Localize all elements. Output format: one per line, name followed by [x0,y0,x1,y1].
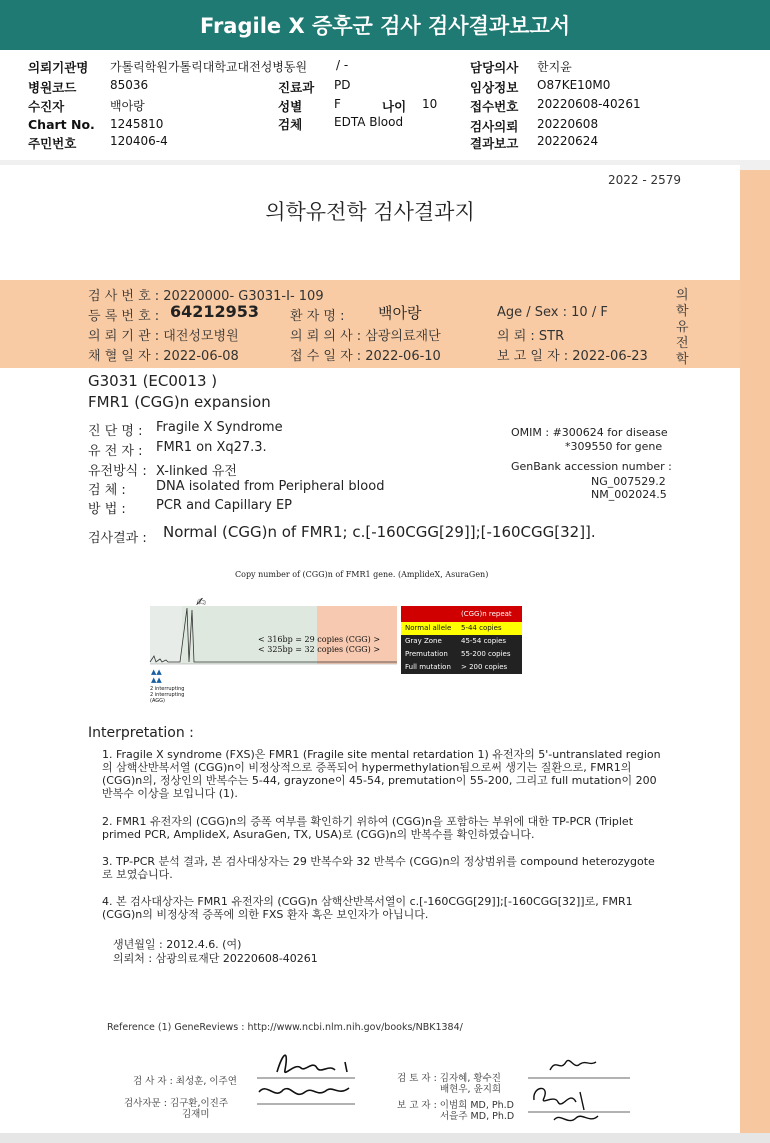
value: 백아랑 [110,99,145,113]
detail-label: 검 체 : [88,483,126,498]
ward: 의 뢰 : STR [497,329,565,344]
label: Chart No. [28,117,95,132]
detail-label: 유전방식 : [88,464,147,479]
registration-number: 64212953 [170,302,260,321]
detail-label: 방 법 : [88,502,126,517]
label: 접수번호 [470,99,519,114]
received-date: 접 수 일 자 : 2022-06-10 [290,349,441,364]
repeat-table [401,606,522,674]
label: 환 자 명 : [290,309,345,324]
table-row [401,635,522,648]
patient-name: 백아랑 [378,304,422,322]
genbank-label: GenBank accession number : [511,460,672,473]
omim-disease: OMIM : #300624 for disease [511,426,668,439]
test-number: 검 사 번 호 : 20220000- G3031-I- 109 [88,289,324,304]
nm-accession: NM_002024.5 [591,488,667,501]
page-edge [740,170,770,1135]
label: 진료과 [278,80,315,95]
tester-signature [255,1040,365,1115]
value: 85036 [110,78,149,92]
footer-strip [0,1133,770,1143]
reviewer-signature [520,1040,635,1135]
table-cell: Full mutation [405,663,451,671]
reporter: 보 고 자 : 이범희 MD, Ph.D [397,1100,514,1111]
vertical-label: 의학유전학 [676,288,689,367]
reviewer: 검 토 자 : 김자혜, 황수진 [397,1073,501,1084]
collection-date: 채 혈 일 자 : 2022-06-08 [88,349,239,364]
interpretation-para-4: 4. 본 검사대상자는 FMR1 유전자의 (CGG)n 삼핵산반복서열이 c.[-160CGG[29]];[-160CGG[32]]로, FMR1 (CGG)n의 비정상적 증폭에 의한 FXS 환자 혹은 보인자가 아닙니다. [102,895,633,921]
banner-title: Fragile X 증후군 검사 검사결과보고서 [199,14,571,38]
label: 등 록 번 호 : [88,309,160,324]
interrupt-note: 2 interrupting 2 interrupting (AGG) [150,686,185,704]
detail-value: X-linked 유전 [156,464,237,479]
value: 1245810 [110,117,164,131]
age-sex: Age / Sex : 10 / F [497,305,608,320]
label: 담당의사 [470,60,519,75]
label: 주민번호 [28,136,77,151]
peak-label-316: < 316bp = 29 copies (CGG) > [258,635,381,644]
label: 성별 [278,99,303,114]
reporter-2: 서을주 MD, Ph.D [440,1111,515,1122]
table-cell: Premutation [405,650,448,658]
value: F [334,97,341,111]
reference: Reference (1) GeneReviews : http://www.ncbi.nlm.nih.gov/books/NBK1384/ [107,1022,463,1033]
svg-text:▲▲: ▲▲ [151,668,162,676]
table-cell: > 200 copies [461,663,508,671]
detail-value: DNA isolated from Peripheral blood [156,479,385,494]
detail-value: PCR and Capillary EP [156,498,292,513]
table-cell: 5-44 copies [461,624,502,632]
value: EDTA Blood [334,115,404,129]
advisor-2: 김재미 [182,1109,210,1120]
birth-date: 생년월일 : 2012.4.6. (여) [113,938,242,951]
value: 20220608-40261 [537,97,641,111]
header-info [0,50,770,160]
label: 임상정보 [470,80,519,95]
ng-accession: NG_007529.2 [591,475,666,488]
table-cell: 45-54 copies [461,637,507,645]
value: O87KE10M0 [537,78,611,92]
value: 10 [422,97,438,111]
document-number: 2022 - 2579 [608,173,682,187]
label: 검사의뢰 [470,119,519,134]
label: 수진자 [28,99,65,114]
label: 검체 [278,117,303,132]
peak-label-325: < 325bp = 32 copies (CGG) > [258,645,381,654]
table-row [401,648,522,661]
test-name: FMR1 (CGG)n expansion [88,393,271,411]
requesting-institution: 의 뢰 기 관 : 대전성모병원 [88,329,239,344]
report-title: 의학유전학 검사결과지 [265,200,475,224]
result-label: 검사결과 : [88,531,147,546]
figure-caption: Copy number of (CGG)n of FMR1 gene. (AmplideX, AsuraGen) [235,570,489,579]
requesting-doctor: 의 뢰 의 사 : 삼광의료재단 [290,329,441,344]
electropherogram-figure [140,596,398,712]
detail-label: 진 단 명 : [88,424,143,439]
report-banner [0,0,770,50]
result-text: Normal (CGG)n of FMR1; c.[-160CGG[29]];[-160CGG[32]]. [163,523,596,541]
value: 20220624 [537,134,599,148]
value: 한지윤 [537,60,572,74]
value: / - [336,58,349,72]
label: 의뢰기관명 [28,60,89,75]
value: PD [334,78,351,92]
test-details [88,420,488,517]
label: 병원코드 [28,80,77,95]
table-cell: 55-200 copies [461,650,511,658]
table-cell: Normal allele [405,624,452,632]
repeat-table-header: (CGG)n repeat [401,606,522,622]
interpretation-title: Interpretation : [88,725,194,741]
value: 가톨릭학원가톨릭대학교대전성병동원 [110,60,308,74]
interpretation-para-2: 2. FMR1 유전자의 (CGG)n의 증폭 여부를 확인하기 위하여 (CGG)n을 포함하는 부위에 대한 TP-PCR (Triplet primed PCR, AmplideX, AsuraGen, TX, USA)로 (CGG)n의 반복수를 확인하였습니다. [102,815,634,841]
omim-gene: *309550 for gene [565,440,663,453]
test-code: G3031 (EC0013 ) [88,372,218,390]
detail-value: Fragile X Syndrome [156,420,283,435]
svg-text:▲▲: ▲▲ [151,676,162,684]
label: 결과보고 [470,136,519,151]
tester: 검 사 자 : 최성훈, 이주연 [133,1076,237,1087]
value: 20220608 [537,117,599,131]
table-cell: Gray Zone [405,637,442,645]
label: 나이 [382,99,407,114]
reviewer-2: 배현우, 윤지희 [440,1084,502,1095]
advisor: 검사자문 : 김구환,이진주 [124,1098,229,1109]
svg-text:✍: ✍ [196,596,207,609]
detail-value: FMR1 on Xq27.3. [156,440,267,455]
report-date: 보 고 일 자 : 2022-06-23 [497,349,648,364]
interpretation-para-3: 3. TP-PCR 분석 결과, 본 검사대상자는 29 반복수와 32 반복수 (CGG)n의 정상범위를 compound heterozygote로 보였습니다. [102,855,655,881]
table-row [401,661,522,674]
value: 120406-4 [110,134,168,148]
detail-label: 유 전 자 : [88,444,143,459]
interpretation-para-1: 1. Fragile X syndrome (FXS)은 FMR1 (Fragile site mental retardation 1) 유전자의 5'-untranslated region의 삼핵산반복서열 (CGG)n이 비정상적으로 증폭되어 hypermethylation됨으로써 생기는 질환으로, FMR1의 (CGG)n의, 정상인의 반복수는 5-44, grayzone이 45-54, premutation이 55-200, 그리고 full mutation이 200 반복수 이상을 보입니다 (1). [102,748,661,800]
table-row [401,622,522,635]
request-source: 의뢰처 : 삼광의료재단 20220608-40261 [113,952,318,965]
